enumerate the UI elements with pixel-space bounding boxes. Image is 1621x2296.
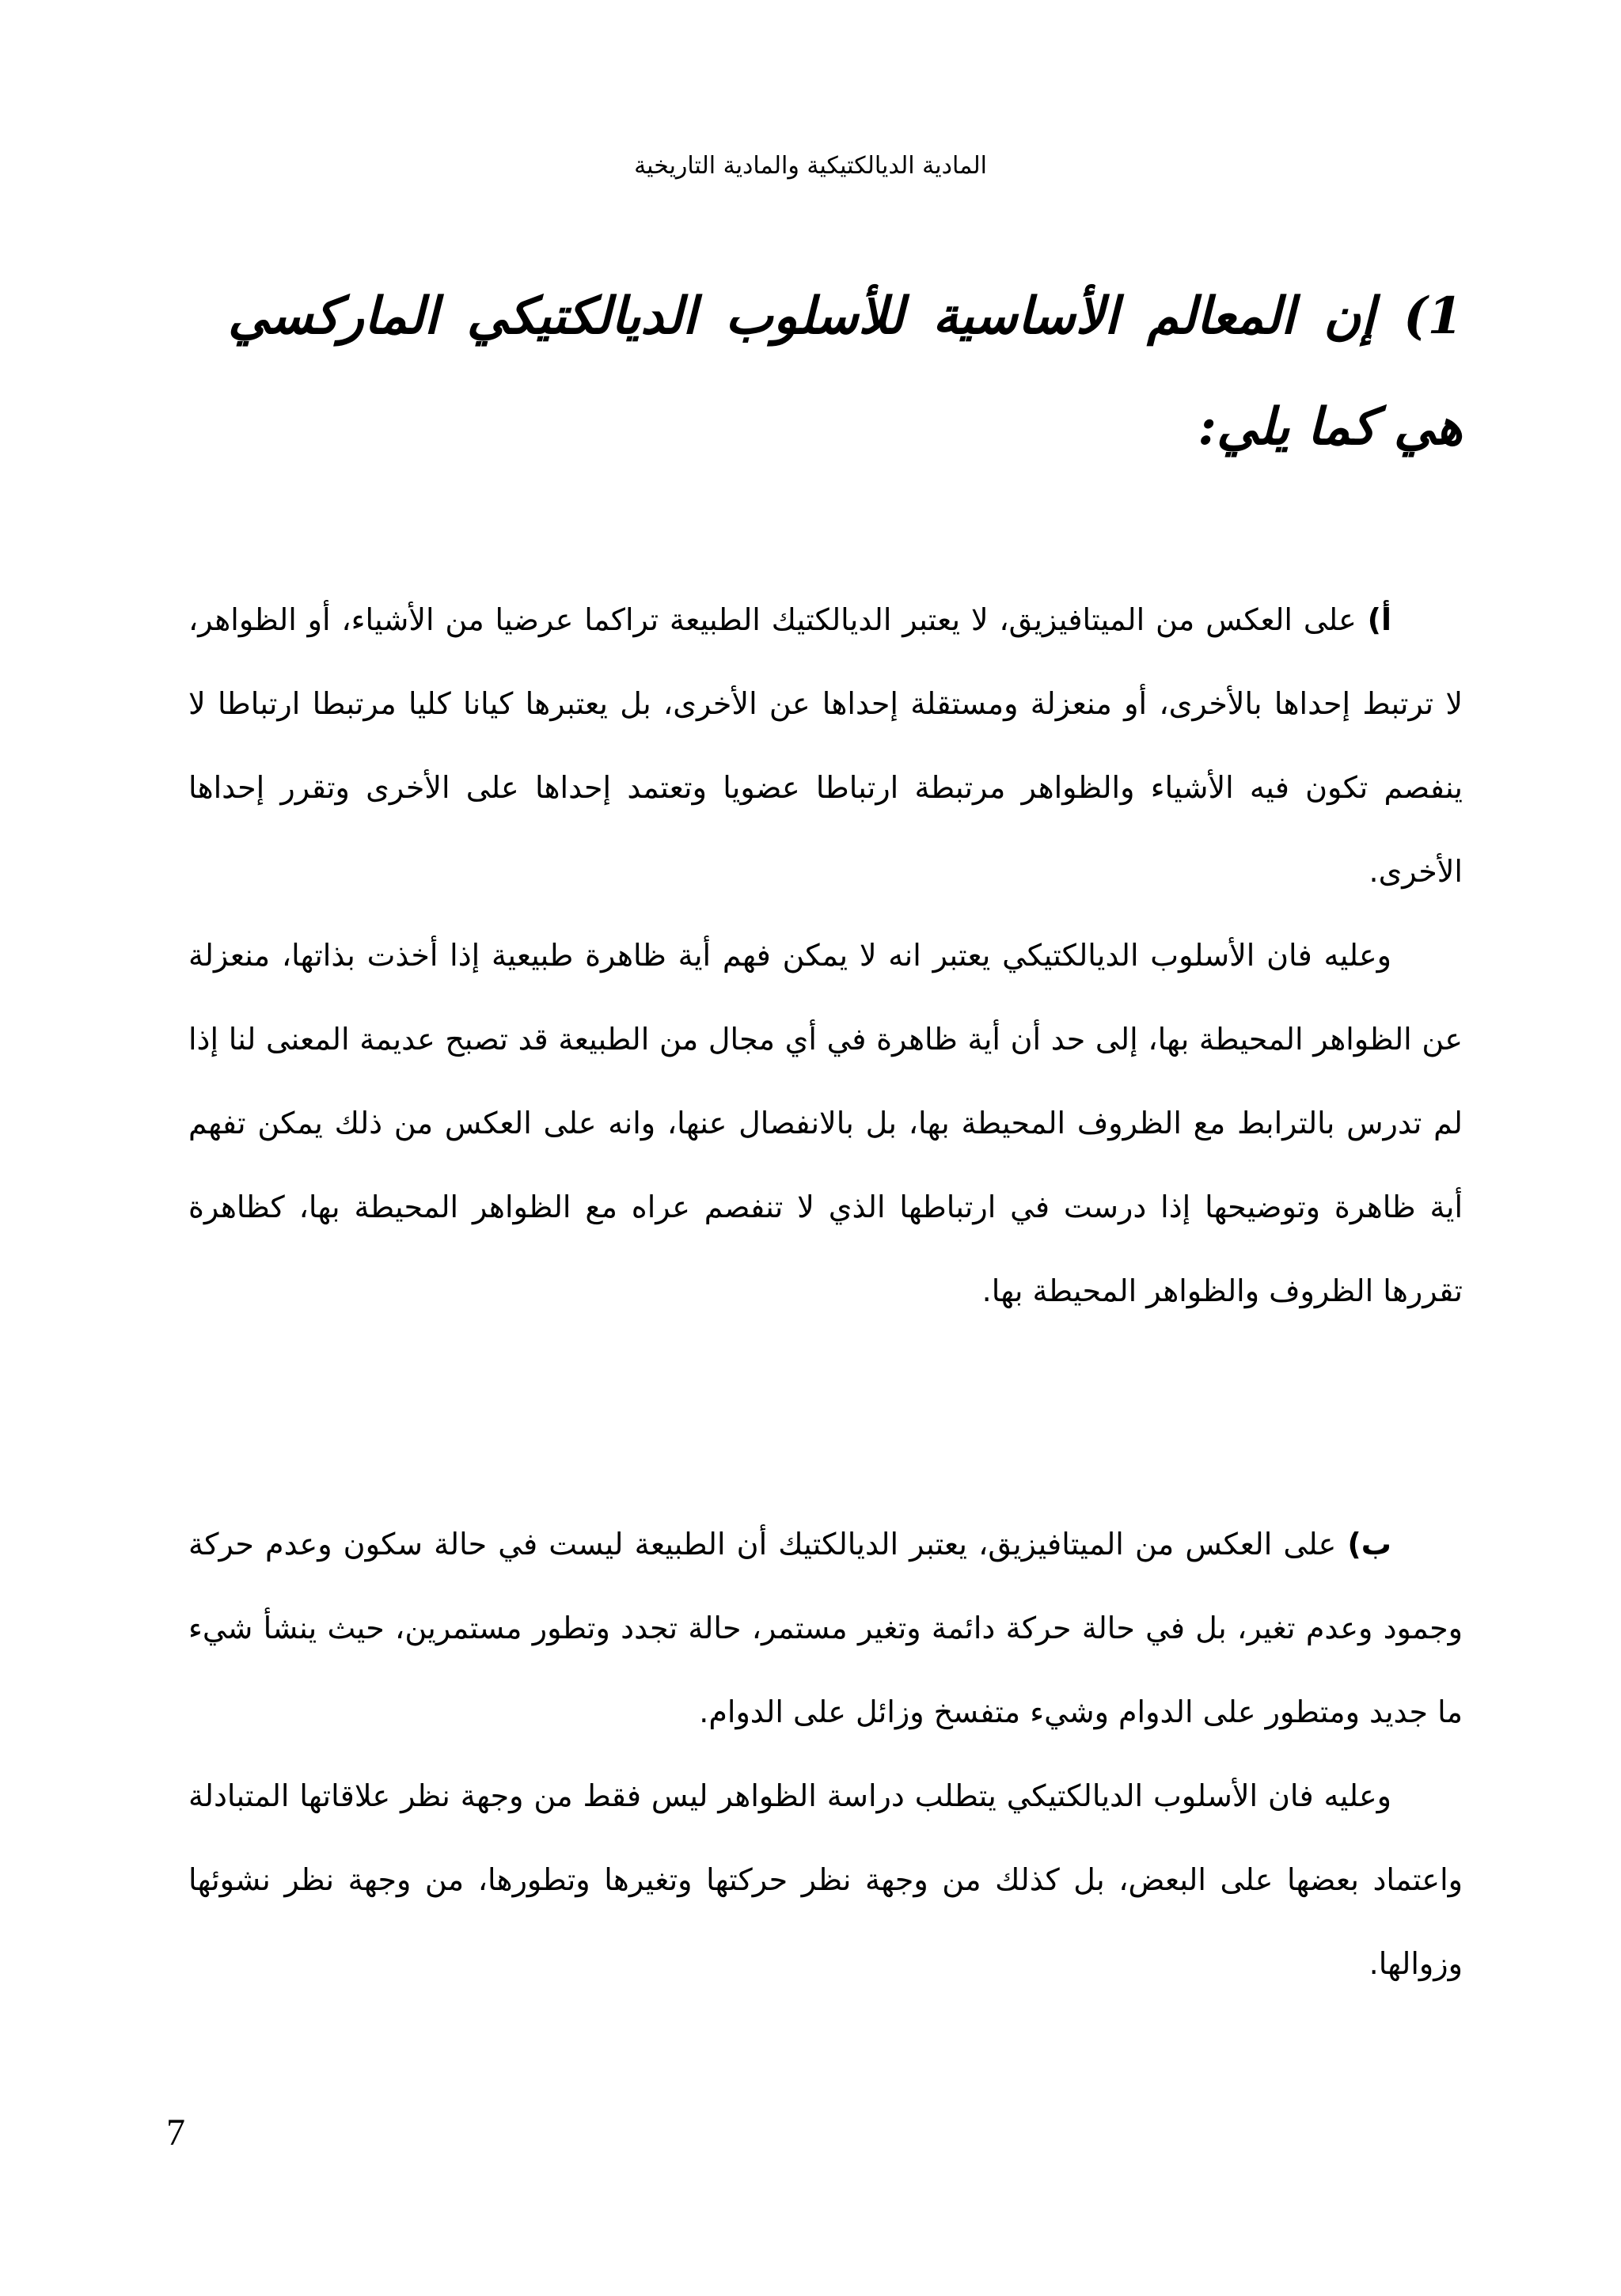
paragraph-marker-a: أ) xyxy=(1367,602,1391,637)
paragraph-marker-b: ب) xyxy=(1347,1527,1391,1562)
paragraph-a xyxy=(188,578,1463,913)
paragraph-a-continuation xyxy=(188,913,1463,1333)
paragraph-a-continuation-text: وعليه فان الأسلوب الديالكتيكي يعتبر انه لا يمكن فهم أية ظاهرة طبيعية إذا أخذت بذاتها، منعزلة عن الظواهر المحيطة بها، إلى حد أن أية ظاهرة في أي مجال من الطبيعة قد تصبح عديمة المعنى لنا إذا لم تدرس بالترابط مع الظروف المحيطة بها، بل بالانفصال عنها، وانه على العكس من ذلك يمكن تفهم أية ظاهرة وتوضيحها إذا درست في ارتباطها الذي لا تنفصم عراه مع الظواهر المحيطة بها، كظاهرة تقررها الظروف والظواهر المحيطة بها. xyxy=(188,938,1463,1308)
page-number: 7 xyxy=(166,2112,185,2154)
paragraph-b-text: على العكس من الميتافيزيق، يعتبر الديالكتيك أن الطبيعة ليست في حالة سكون وعدم حركة وجمود وعدم تغير، بل في حالة حركة دائمة وتغير مستمر، حالة تجدد وتطور مستمرين، حيث ينشأ شيء ما جديد ومتطور على الدوام وشيء متفسخ وزائل على الدوام. xyxy=(188,1527,1463,1729)
paragraph-b xyxy=(188,1502,1463,1754)
paragraph-b-continuation xyxy=(188,1754,1463,2006)
paragraph-a-text: على العكس من الميتافيزيق، لا يعتبر الديالكتيك الطبيعة تراكما عرضيا من الأشياء، أو الظواهر، لا ترتبط إحداها بالأخرى، أو منعزلة ومستقلة إحداها عن الأخرى، بل يعتبرها كيانا كليا مرتبطا ارتباطا لا ينفصم تكون فيه الأشياء والظواهر مرتبطة ارتباطا عضويا وتعتمد إحداها على الأخرى وتقرر إحداها الأخرى. xyxy=(188,602,1463,889)
section-title: 1) إن المعالم الأساسية للأسلوب الديالكتيكي الماركسي هي كما يلي: xyxy=(228,287,1463,457)
paragraph-b-continuation-text: وعليه فان الأسلوب الديالكتيكي يتطلب دراسة الظواهر ليس فقط من وجهة نظر علاقاتها المتبادلة واعتماد بعضها على البعض، بل كذلك من وجهة نظر حركتها وتغيرها وتطورها، من وجهة نظر نشوئها وزوالها. xyxy=(188,1778,1463,1981)
running-header: المادية الديالكتيكية والمادية التاريخية xyxy=(634,152,987,180)
